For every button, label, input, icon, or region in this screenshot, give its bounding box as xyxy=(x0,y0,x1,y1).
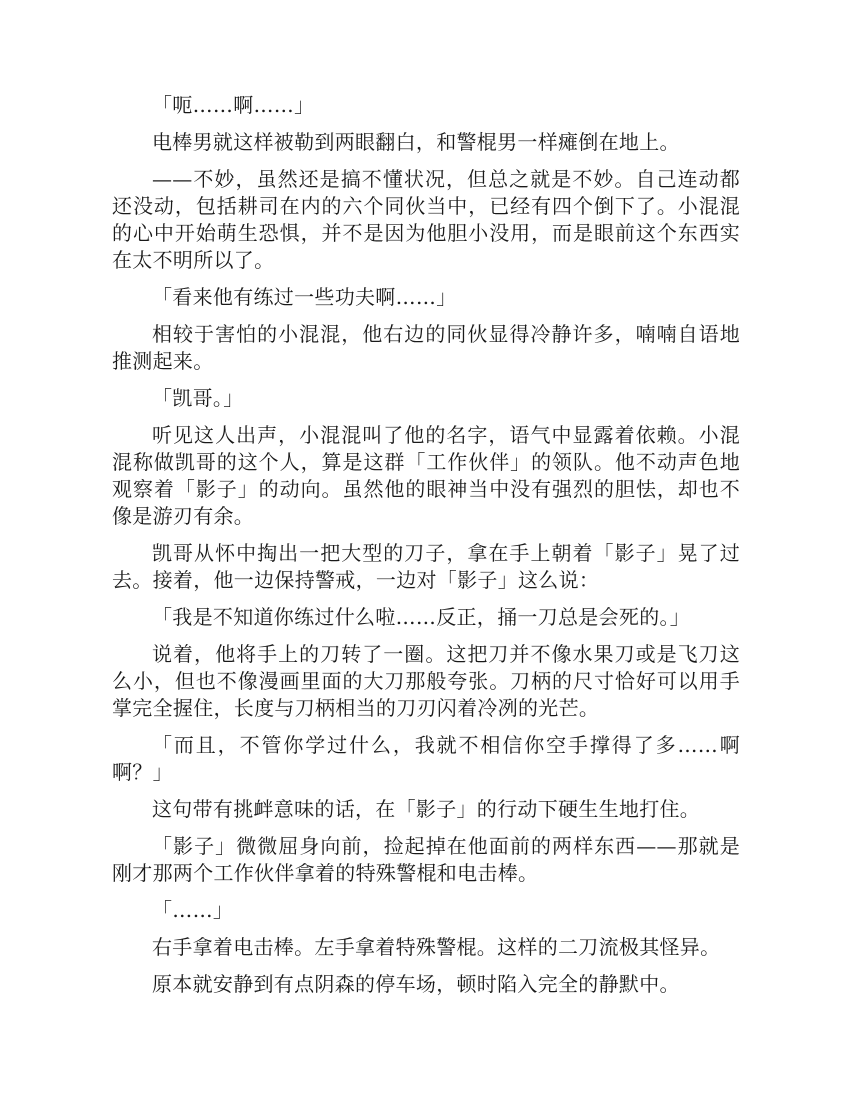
paragraph: 「呃……啊……」 xyxy=(152,93,315,117)
paragraph: ——不妙，虽然还是搞不懂状况，但总之就是不妙。自己连动都还没动，包括耕司在内的六个同伙当中，已经有四个倒下了。小混混的心中开始萌生恐惧，并不是因为他胆小没用，而是眼前这个东西实在太不明所以了。 xyxy=(112,167,740,272)
paragraph: 「看来他有练过一些功夫啊……」 xyxy=(152,285,457,309)
paragraph: 说着，他将手上的刀转了一圈。这把刀并不像水果刀或是飞刀这么小，但也不像漫画里面的大刀那般夸张。刀柄的尺寸恰好可以用手掌完全握住，长度与刀柄相当的刀刃闪着冷冽的光芒。 xyxy=(112,642,740,720)
paragraph: 右手拿着电击棒。左手拿着特殊警棍。这样的二刀流极其怪异。 xyxy=(152,935,721,959)
body-text xyxy=(112,92,740,1008)
paragraph: 听见这人出声，小混混叫了他的名字，语气中显露着依赖。小混混称做凯哥的这个人，算是这群「工作伙伴」的领队。他不动声色地观察着「影子」的动向。虽然他的眼神当中没有强烈的胆怯，却也不像是游刃有余。 xyxy=(112,423,740,528)
paragraph: 相较于害怕的小混混，他右边的同伙显得冷静许多，喃喃自语地推测起来。 xyxy=(112,322,740,373)
paragraph: 这句带有挑衅意味的话，在「影子」的行动下硬生生地打住。 xyxy=(152,797,701,821)
paragraph: 电棒男就这样被勒到两眼翻白，和警棍男一样瘫倒在地上。 xyxy=(152,130,680,154)
paragraph: 「而且，不管你学过什么，我就不相信你空手撑得了多……啊啊？」 xyxy=(112,733,740,784)
paragraph: 「凯哥。」 xyxy=(152,386,244,410)
paragraph: 「……」 xyxy=(152,898,234,922)
paragraph: 原本就安静到有点阴森的停车场，顿时陷入完全的静默中。 xyxy=(152,972,680,996)
paragraph: 凯哥从怀中掏出一把大型的刀子，拿在手上朝着「影子」晃了过去。接着，他一边保持警戒，一边对「影子」这么说： xyxy=(112,541,740,592)
paragraph: 「我是不知道你练过什么啦……反正，捅一刀总是会死的。」 xyxy=(152,605,691,629)
paragraph: 「影子」微微屈身向前，捡起掉在他面前的两样东西——那就是刚才那两个工作伙伴拿着的特殊警棍和电击棒。 xyxy=(112,834,740,885)
